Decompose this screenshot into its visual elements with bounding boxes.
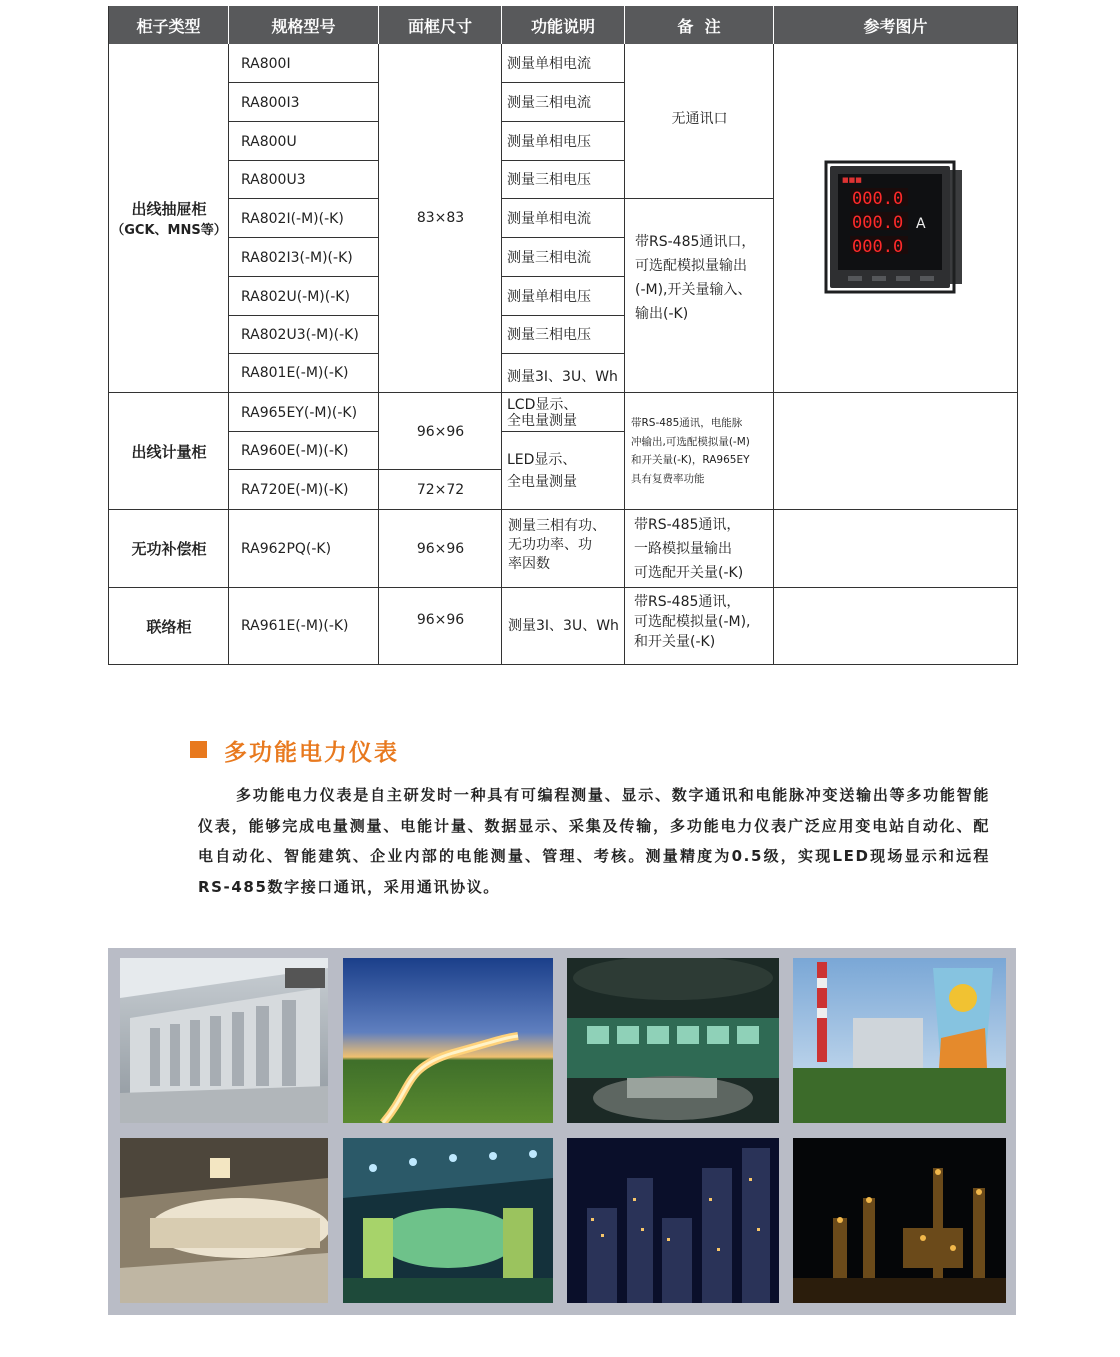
turbine-hall-photo [120,1138,328,1303]
refinery-night-photo [793,1138,1006,1303]
model-cell: RA801E(-M)(-K) [241,365,349,381]
switchgear-room-photo [120,958,328,1123]
model-cell: RA800U [241,133,297,150]
model-cell: RA802U(-M)(-K) [241,288,350,305]
model-cell: RA961E(-M)(-K) [241,618,349,634]
function-cell: LCD显示、 全电量测量 [507,396,578,429]
meter-brand: ■■■ [842,176,862,184]
function-cell: 测量单相电流 [507,55,591,72]
cabinet-type-sub: （GCK、MNS等） [111,223,227,238]
header-function: 功能说明 [502,6,625,44]
cabinet-type-drawer [109,44,229,392]
cabinet-type-name: 出线抽屉柜 [131,200,207,218]
model-cell: RA802U3(-M)(-K) [241,327,359,343]
spec-table [108,6,1018,665]
header-model: 规格型号 [229,6,379,44]
function-cell: 测量三相电流 [507,94,591,111]
frame-size-cell: 96×96 [416,612,465,628]
model-cell: RA960E(-M)(-K) [241,443,349,459]
function-cell: 测量三相电压 [507,172,591,188]
function-cell: 测量3I、3U、Wh [508,618,619,634]
function-cell: 测量三相电压 [507,327,591,343]
frame-size-cell: 96×96 [416,423,465,440]
model-cell: RA802I3(-M)(-K) [241,249,353,266]
header-remarks: 备 注 [625,6,774,44]
section-paragraph: 多功能电力仪表是自主研发时一种具有可编程测量、显示、数字通讯和电能脉冲变送输出等多功能智能仪表，能够完成电量测量、电能计量、数据显示、采集及传输，多功能电力仪表广泛应用变电站自动化、配电自动化、智能建筑、企业内部的电能测量、管理、考核。测量精度为0.5级，实现LED现场显示和远程RS-485数字接口通讯，采用通讯协议。 [198,786,990,896]
remark-cell: 带RS-485通讯， 一路模拟量输出 可选配开关量(-K) [634,516,744,581]
function-cell: 测量三相有功、 无功功率、功 率因数 [508,518,606,572]
section-title: 多功能电力仪表 [224,740,399,766]
control-room-photo [567,958,779,1123]
power-meter-image [820,158,970,298]
section-bullet-icon [190,741,207,758]
function-cell: 测量单相电压 [507,133,591,150]
function-cell: LED显示、 全电量测量 [507,451,577,490]
model-cell: RA962PQ(-K) [241,540,332,557]
cabinet-type-tie: 联络柜 [146,617,192,636]
header-frame-size: 面框尺寸 [379,6,502,44]
remark-cell: 带RS-485通讯， 可选配模拟量(-M), 和开关量(-K) [634,594,751,650]
function-cell: 测量单相电流 [507,210,591,227]
header-cabinet-type: 柜子类型 [109,6,229,44]
frame-size-cell: 96×96 [416,540,465,557]
industrial-hall-photo [343,1138,553,1303]
frame-size-cell: 83×83 [416,210,465,226]
function-cell: 测量单相电压 [507,288,591,305]
model-cell: RA800I [241,55,291,72]
remark-cell: 带RS-485通讯口， 可选配模拟量输出 (-M),开关量输入、 输出(-K) [635,233,756,322]
cabinet-type-compensation: 无功补偿柜 [131,540,207,558]
remark-cell: 带RS-485通讯，电能脉 冲输出,可选配模拟量(-M) 和开关量(-K)，RA965EY 具有复费率功能 [631,417,750,485]
power-plant-photo [793,958,1006,1123]
meter-reading-1: 000.0 [852,189,904,209]
model-cell: RA800U3 [241,172,306,188]
model-cell: RA802I(-M)(-K) [241,210,344,227]
meter-reading-2: 000.0 [852,213,904,233]
frame-size-cell: 72×72 [416,481,465,498]
city-night-photo [567,1138,779,1303]
function-cell: 测量三相电流 [507,249,591,266]
cabinet-type-metering: 出线计量柜 [131,442,207,461]
meter-unit: A [916,216,926,232]
header-reference-image: 参考图片 [774,6,1017,44]
model-cell: RA965EY(-M)(-K) [241,404,358,421]
application-photo-grid [108,948,1016,1315]
model-cell: RA720E(-M)(-K) [241,481,349,498]
highway-night-photo [343,958,553,1123]
meter-reading-3: 000.0 [852,237,904,257]
remark-cell: 无通讯口 [671,111,728,127]
model-cell: RA800I3 [241,94,300,111]
function-cell: 测量3I、3U、Wh [507,369,618,385]
